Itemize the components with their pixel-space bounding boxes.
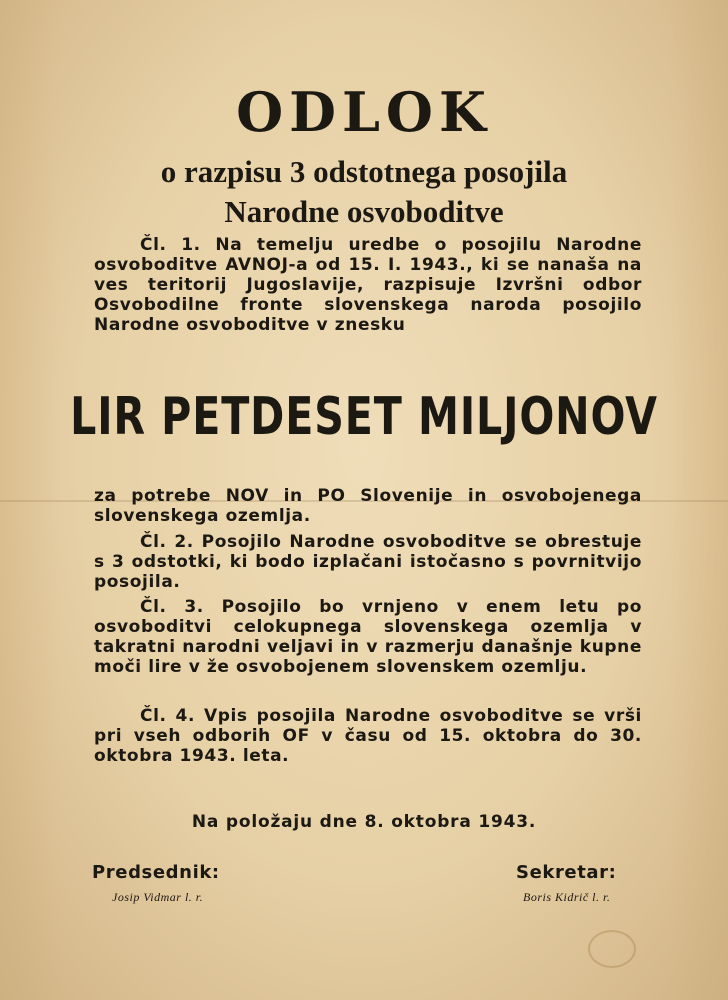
article-4: Čl. 4. Vpis posojila Narodne osvoboditve se vrši pri vseh odborih OF v času od 15. oktobra do 30. oktobra 1943. leta. xyxy=(94,706,642,766)
article-1-continuation: za potrebe NOV in PO Slovenije in osvobojenega slovenskega ozemlja. xyxy=(94,486,642,526)
article-1: Čl. 1. Na temelju uredbe o posojilu Narodne osvoboditve AVNOJ-a od 15. I. 1943., ki se nanaša na ves teritorij Jugoslavije, razpisuje Izvršni odbor Osvobodilne fronte slovenskega naroda posojilo Narodne osvoboditve v znesku xyxy=(94,235,642,335)
secretary-name: Boris Kidrič l. r. xyxy=(523,890,611,904)
president-label: Predsednik: xyxy=(92,862,220,883)
secretary-label: Sekretar: xyxy=(516,862,617,883)
article-3: Čl. 3. Posojilo bo vrnjeno v enem letu po osvoboditvi celokupnega slovenskega ozemlja v takratni narodni veljavi in v razmerju današnje kupne moči lire v že osvobojenem slovenskem ozemlju. xyxy=(94,597,642,677)
document-subtitle-line2: Narodne osvoboditve xyxy=(224,194,504,229)
document-title: ODLOK xyxy=(236,80,492,144)
president-name: Josip Vidmar l. r. xyxy=(112,890,204,904)
article-2: Čl. 2. Posojilo Narodne osvoboditve se obrestuje s 3 odstotki, ki bodo izplačani istočasno s povrnitvijo posojila. xyxy=(94,532,642,592)
paper-stain xyxy=(588,930,636,968)
date-line: Na položaju dne 8. oktobra 1943. xyxy=(191,812,537,832)
loan-amount: LIR PETDESET MILJONOV xyxy=(70,387,658,447)
document-subtitle-line1: o razpisu 3 odstotnega posojila xyxy=(160,154,568,189)
